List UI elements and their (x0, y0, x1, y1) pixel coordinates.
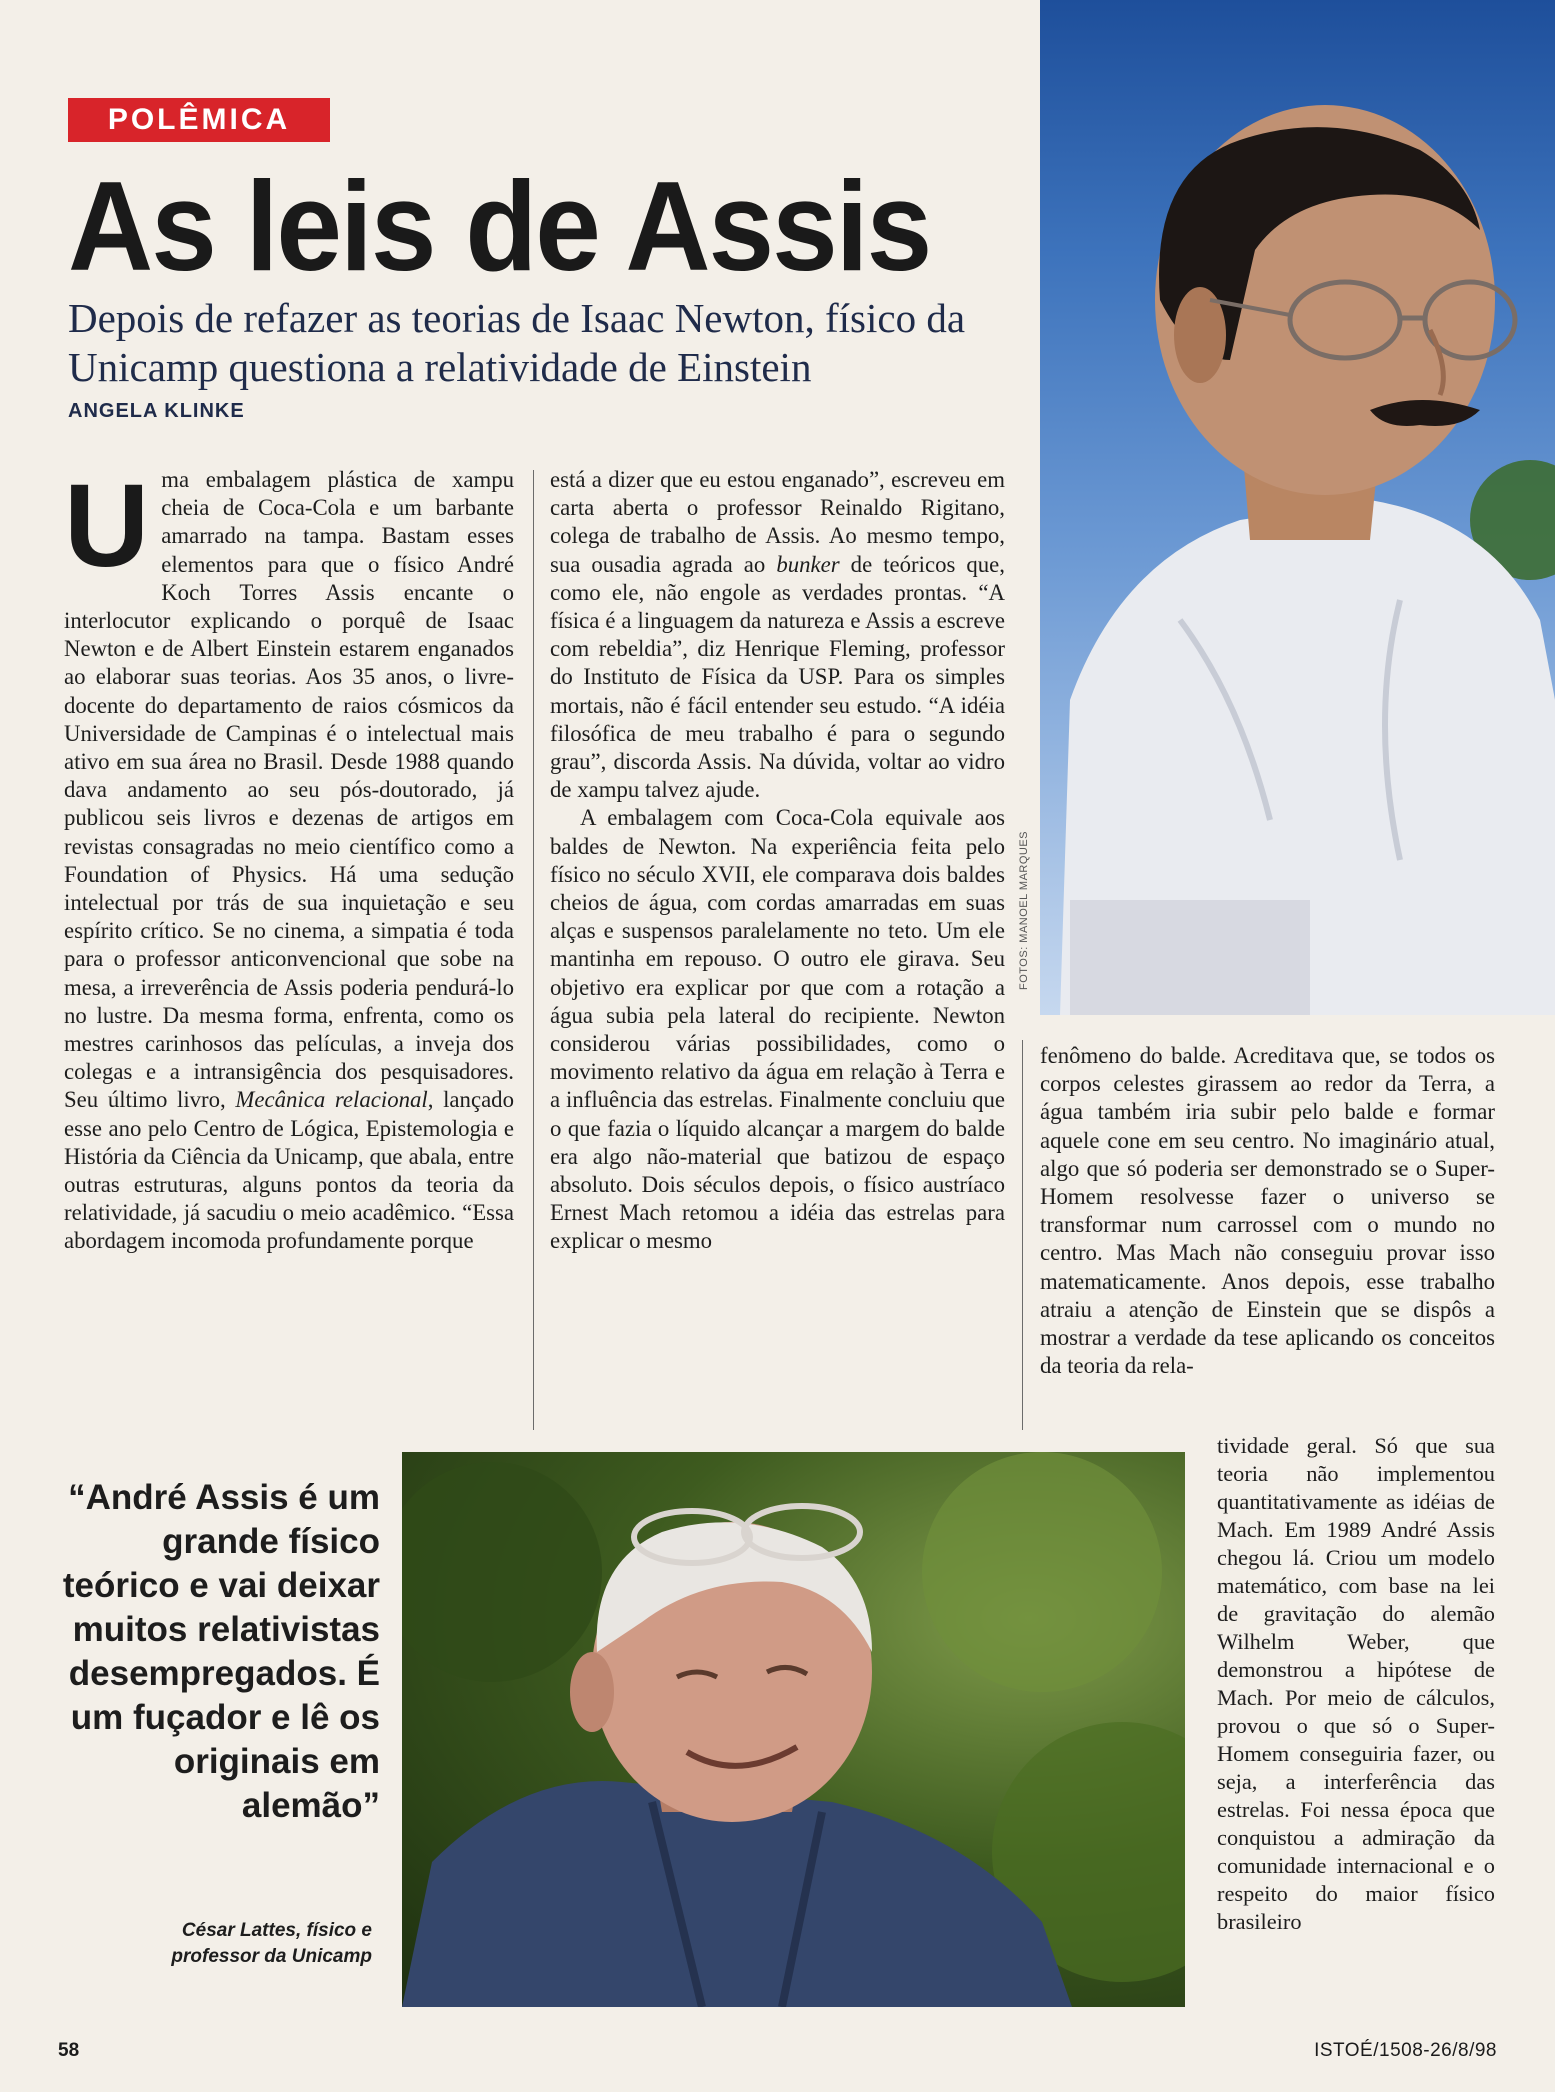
byline: ANGELA KLINKE (68, 400, 245, 422)
italic-term: bunker (776, 551, 840, 577)
article-paragraph: fenômeno do balde. Acreditava que, se todos os corpos celestes girassem ao redor da Terra, a água também iria subir pelo balde e formar aquele cone em seu centro. No imaginário atual, algo que só poderia ser demonstrado se o Super-Homem resolvesse fazer o universo se transformar num carrossel com o mundo no centro. Mas Mach não conseguiu provar isso matematicamente. Anos depois, esse trabalho atraiu a atenção de Einstein que se dispôs a mostrar a verdade da tese aplicando os conceitos da teoria da rela- (1040, 1043, 1495, 1379)
column-rule (1022, 1040, 1023, 1430)
attribution-line: professor da Unicamp (171, 1946, 372, 1967)
article-paragraph: está a dizer que eu estou enganado”, escreveu em carta aberta o professor Reinaldo Rigitano, colega de trabalho de Assis. Ao mesmo tempo, sua ousadia agrada ao bunker de teóricos que, como ele, não engole as verdades prontas. “A física é a linguagem da natureza e Assis a escreve com rebeldia”, diz Henrique Fleming, professor do Instituto de Física da USP. Para os simples mortais, não é fácil entender seu estudo. “A idéia filosófica de meu trabalho é para o segundo grau”, discorda Assis. Na dúvida, voltar ao vidro de xampu talvez ajude. (550, 467, 1005, 803)
article-column-3 (1040, 1042, 1495, 1442)
article-paragraph: Uma embalagem plástica de xampu cheia de Coca-Cola e um barbante amarrado na tampa. Bastam esses elementos para que o físico André Koch Torres Assis encante o interlocutor explicando o porquê de Isaac Newton e de Albert Einstein estarem enganados ao elaborar suas teorias. Aos 35 anos, o livre-docente do departamento de raios cósmicos da Universidade de Campinas é o intelectual mais ativo em sua área no Brasil. Desde 1988 quando dava andamento ao seu pós-doutorado, já publicou seis livros e dezenas de artigos em revistas consagradas no meio científico como a Foundation of Physics. Há uma sedução intelectual por trás de sua inquietação e seu espírito crítico. Se no cinema, a simpatia é toda para o professor anticonvencional que sobe na mesa, a irreverência de Assis poderia pendurá-lo no lustre. Da mesma forma, enfrenta, como os mestres carinhosos das películas, a inveja dos colegas e a intransigência dos pesquisadores. Seu último livro, Mecânica relacional, lançado esse ano pelo Centro de Lógica, Epistemologia e História da Ciência da Unicamp, que abala, entre outras estruturas, alguns pontos da teoria da relatividade, já sacudiu o meio acadêmico. “Essa abordagem incomoda profundamente porque (64, 460, 514, 1254)
page-number: 58 (58, 2040, 80, 2061)
pull-quote-attribution (60, 1918, 372, 1970)
section-tag: POLÊMICA (68, 98, 330, 142)
photo-credit: FOTOS: MANOEL MARQUES (1018, 830, 1030, 990)
deck-subtitle: Depois de refazer as teorias de Isaac Newton, físico da Unicamp questiona a relatividade de Einstein (68, 295, 966, 390)
issue-line: ISTOÉ/1508-26/8/98 (1314, 2040, 1497, 2061)
article-column-1 (64, 460, 514, 1436)
book-title: Mecânica relacional (235, 1087, 428, 1113)
photo-andre-assis (1040, 0, 1555, 1015)
article-column-4 (1217, 1432, 1495, 2012)
portrait-illustration (402, 1452, 1185, 2007)
column-rule (533, 470, 534, 1430)
dropcap: U (64, 460, 150, 592)
portrait-illustration (1040, 0, 1555, 1015)
article-paragraph: tividade geral. Só que sua teoria não implementou quantitativamente as idéias de Mach. Em 1989 André Assis chegou lá. Criou um modelo matemático, com base na lei de gravitação do alemão Wilhelm Weber, que demonstrou a hipótese de Mach. Por meio de cálculos, provou o que só o Super-Homem conseguiria fazer, ou seja, a interferência das estrelas. Foi nessa época que conquistou a admiração da comunidade internacional e o respeito do maior físico brasileiro (1217, 1433, 1495, 1934)
pull-quote: “André Assis é um grande físico teórico e vai deixar muitos relativistas desempregados. É um fuçador e lê os originais em alemão” (62, 1478, 380, 1825)
attribution-line: César Lattes, físico e (181, 1920, 372, 1941)
photo-cesar-lattes (402, 1452, 1185, 2007)
article-paragraph: A embalagem com Coca-Cola equivale aos baldes de Newton. Na experiência feita pelo físico no século XVII, ele comparava dois baldes cheios de água, com cordas amarradas em suas alças e suspensos paralelamente no teto. Um ele mantinha em repouso. O outro ele girava. Seu objetivo era explicar por que com a rotação a água subia pela lateral do recipiente. Newton considerou várias possibilidades, como o movimento relativo da água em relação à Terra e a influência das estrelas. Finalmente concluiu que o que fazia o líquido alcançar a margem do balde era algo não-material que batizou de espaço absoluto. Dois séculos depois, o físico austríaco Ernest Mach retomou a idéia das estrelas para explicar o mesmo (550, 805, 1005, 1254)
article-column-2 (550, 466, 1005, 1436)
headline: As leis de Assis (68, 155, 931, 299)
